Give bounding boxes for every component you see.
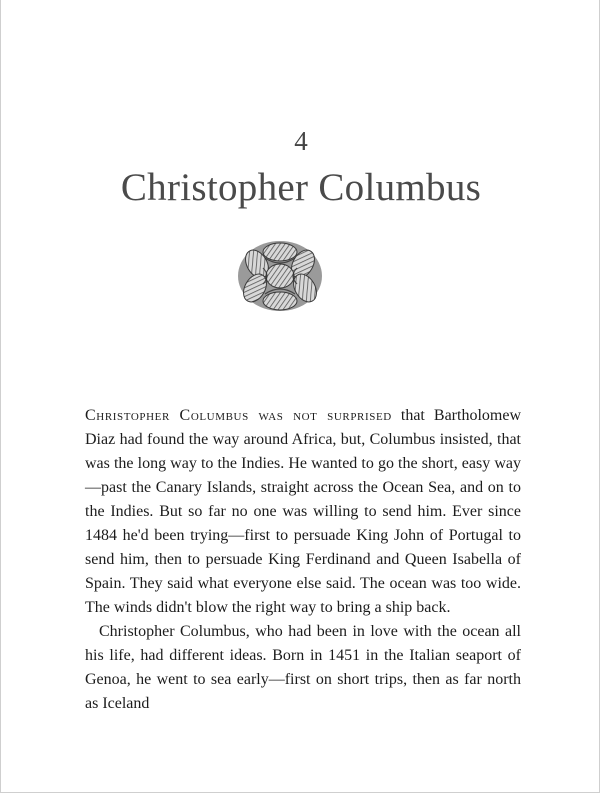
chapter-body bbox=[85, 404, 521, 716]
paragraph bbox=[85, 404, 521, 620]
chapter-number: 4 bbox=[294, 126, 308, 156]
lead-in-smallcaps: Christopher Columbus was not surprised bbox=[85, 407, 392, 424]
rope-knot-icon bbox=[235, 238, 325, 314]
chapter-title: Christopher Columbus bbox=[120, 166, 482, 209]
paragraph: Christopher Columbus, who had been in love with the ocean all his life, had different ideas. Born in 1451 in the Italian seaport of Genoa, he went to sea early—first on short trips, then as far north as Iceland bbox=[85, 623, 521, 712]
paragraph-text: that Bartholomew Diaz had found the way around Africa, but, Columbus insisted, that was the long way to the Indies. He wanted to go the short, easy way—past the Canary Islands, straight across the Ocean Sea, and on to the Indies. But so far no one was willing to send him. Ever since 1484 he'd been trying—first to persuade King John of Portugal to send him, then to persuade King Ferdinand and Queen Isabella of Spain. They said what everyone else said. The ocean was too wide. The winds didn't blow the right way to bring a ship back. bbox=[85, 407, 521, 616]
